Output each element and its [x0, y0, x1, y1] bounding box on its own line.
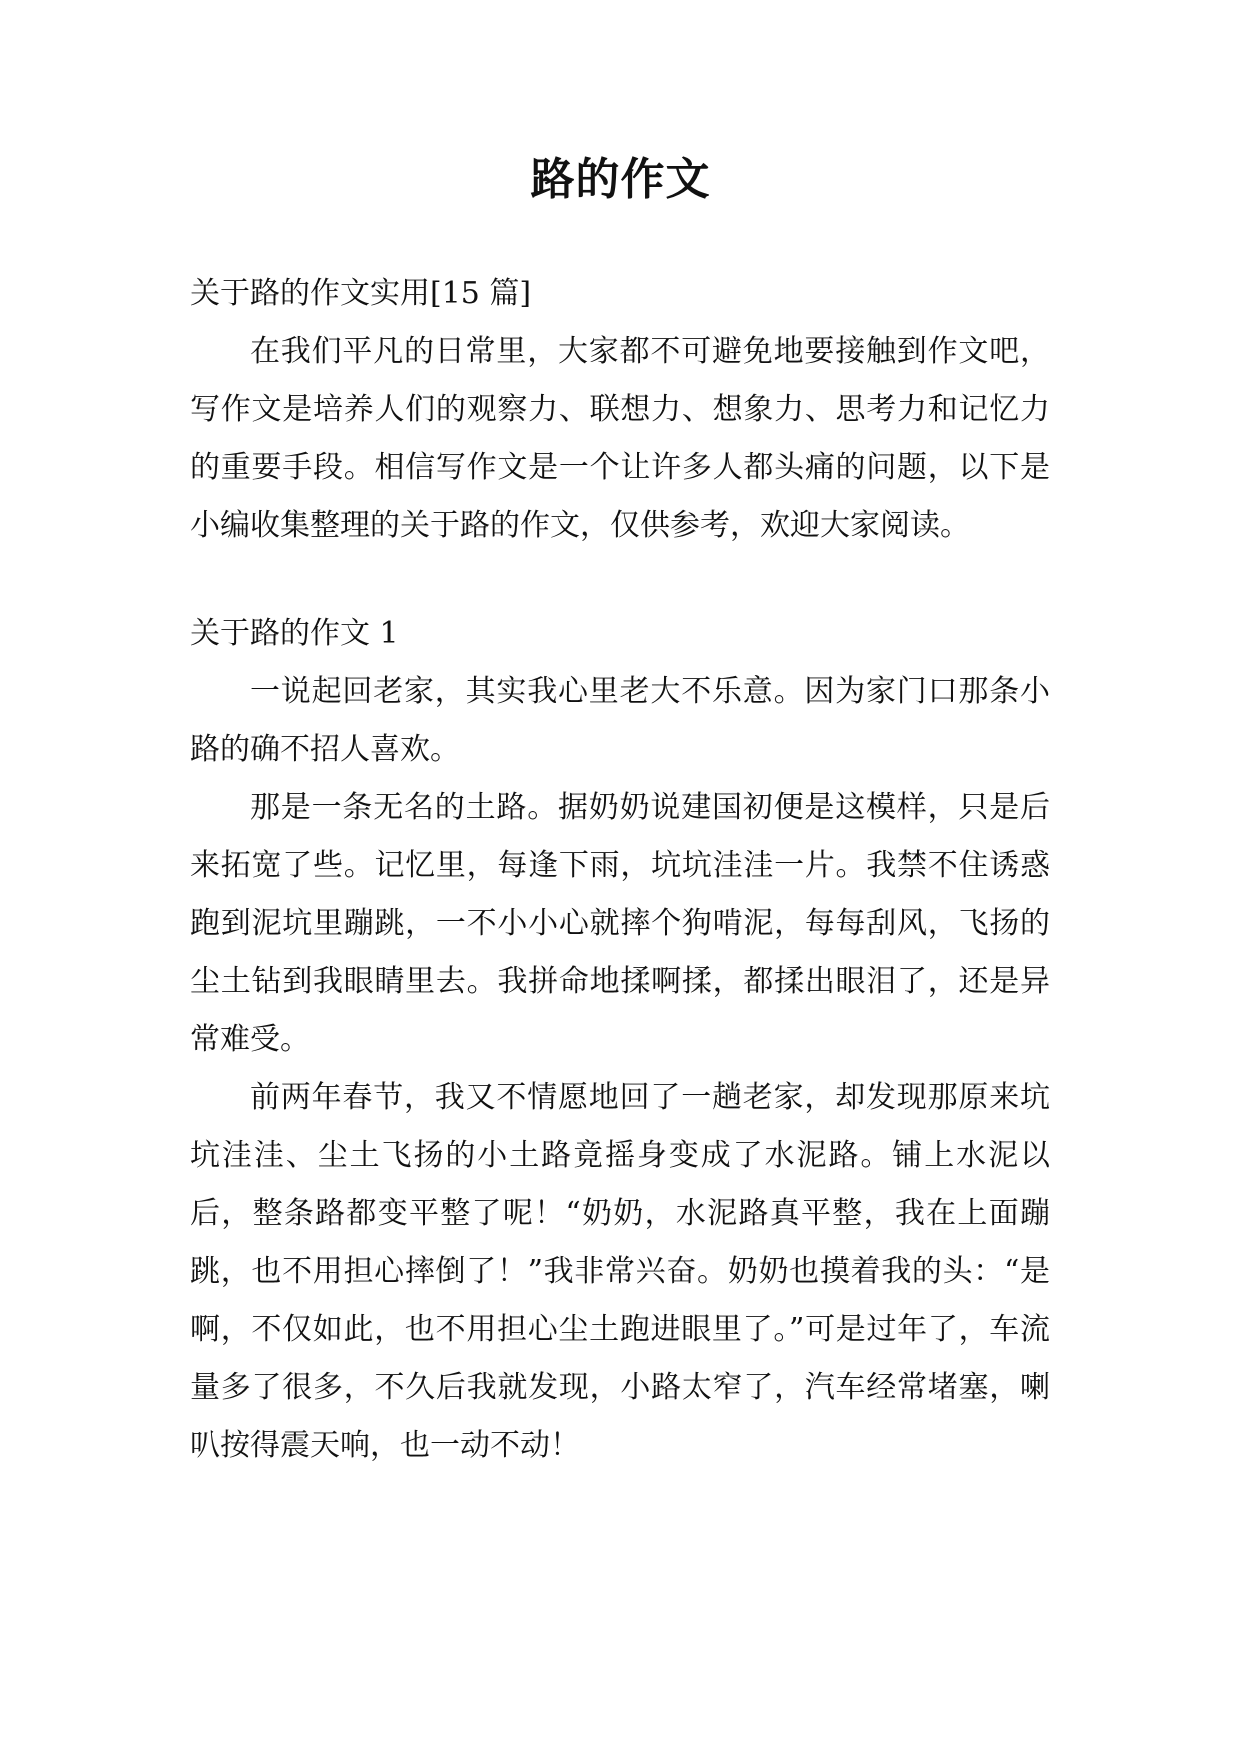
- section-heading: 关于路的作文 1: [190, 616, 399, 651]
- section-spacer: [190, 555, 1050, 605]
- body-paragraph: 一说起回老家，其实我心里老大不乐意。因为家门口那条小路的确不招人喜欢。: [190, 674, 1050, 767]
- body-paragraph: 前两年春节，我又不情愿地回了一趟老家，却发现那原来坑坑洼洼、尘土飞扬的小土路竟摇身变成了水泥路。铺上水泥以后，整条路都变平整了呢！“奶奶，水泥路真平整，我在上面蹦跳，也不用担心摔倒了！”我非常兴奋。奶奶也摸着我的头：“是啊，不仅如此，也不用担心尘土跑进眼里了。”可是过年了，车流量多了很多，不久后我就发现，小路太窄了，汽车经常堵塞，喇叭按得震天响，也一动不动！: [190, 1080, 1050, 1463]
- body-paragraph: 那是一条无名的土路。据奶奶说建国初便是这模样，只是后来拓宽了些。记忆里，每逢下雨，坑坑洼洼一片。我禁不住诱惑跑到泥坑里蹦跳，一不小小心就摔个狗啃泥，每每刮风，飞扬的尘土钻到我眼睛里去。我拼命地揉啊揉，都揉出眼泪了，还是异常难受。: [190, 790, 1050, 1057]
- document-title: 路的作文: [530, 154, 711, 205]
- intro-paragraph: 在我们平凡的日常里，大家都不可避免地要接触到作文吧，写作文是培养人们的观察力、联想力、想象力、思考力和记忆力的重要手段。相信写作文是一个让许多人都头痛的问题，以下是小编收集整理的关于路的作文，仅供参考，欢迎大家阅读。: [190, 334, 1050, 543]
- document-body: [190, 265, 1050, 1475]
- intro-heading: 关于路的作文实用[15 篇]: [190, 276, 532, 311]
